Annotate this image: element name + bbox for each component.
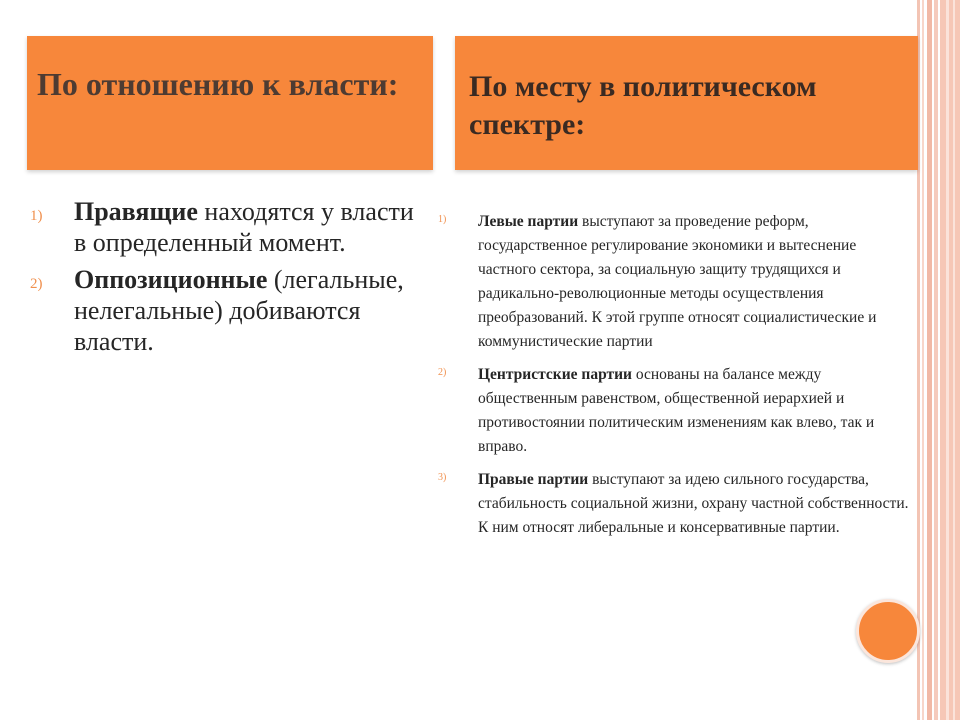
- list-item: [30, 264, 425, 357]
- item-text: (легальные, нелегальные) добиваются власти.: [74, 265, 404, 356]
- item-term: Оппозиционные: [74, 265, 268, 294]
- decor-stripe: [934, 0, 938, 720]
- item-number: 2): [438, 367, 447, 378]
- item-text: находятся у власти в определенный момент.: [74, 197, 414, 257]
- left-column-header: [27, 36, 433, 170]
- item-number: 1): [30, 208, 43, 224]
- item-number: 3): [438, 472, 447, 483]
- item-number: 2): [30, 276, 43, 292]
- decor-stripe: [927, 0, 932, 720]
- item-text: основаны на балансе между общественным равенством, общественной иерархией и противостоянии политическим изменениям как влево, так и вправо.: [478, 366, 875, 455]
- item-term: Центристские партии: [478, 366, 632, 383]
- right-column-header: [455, 36, 918, 170]
- list-item: [438, 210, 918, 354]
- item-term: Правые партии: [478, 471, 589, 488]
- right-column-title: По месту в политическом спектре:: [469, 70, 817, 141]
- list-item: [438, 468, 918, 540]
- decor-stripe: [940, 0, 960, 720]
- list-item: [438, 363, 918, 459]
- item-term: Левые партии: [478, 213, 579, 230]
- item-text: выступают за идею сильного государства, стабильность социальной жизни, охрану частной собственности. К ним относят либеральные и консервативные партии.: [478, 471, 909, 536]
- decor-stripe: [953, 0, 955, 720]
- left-list: [30, 196, 425, 363]
- decor-stripe: [946, 0, 949, 720]
- list-item: [30, 196, 425, 258]
- decor-stripe: [922, 0, 924, 720]
- item-term: Правящие: [74, 197, 198, 226]
- right-list: [438, 210, 918, 549]
- item-text: выступают за проведение реформ, государственное регулирование экономики и вытеснение частного сектора, за социальную защиту трудящихся и радикально-революционные методы осуществления преобразований. К этой группе относят социалистические и коммунистические партии: [478, 213, 877, 350]
- item-number: 1): [438, 214, 447, 225]
- decor-circle: [856, 599, 920, 663]
- left-column-title: По отношению к власти:: [37, 66, 399, 102]
